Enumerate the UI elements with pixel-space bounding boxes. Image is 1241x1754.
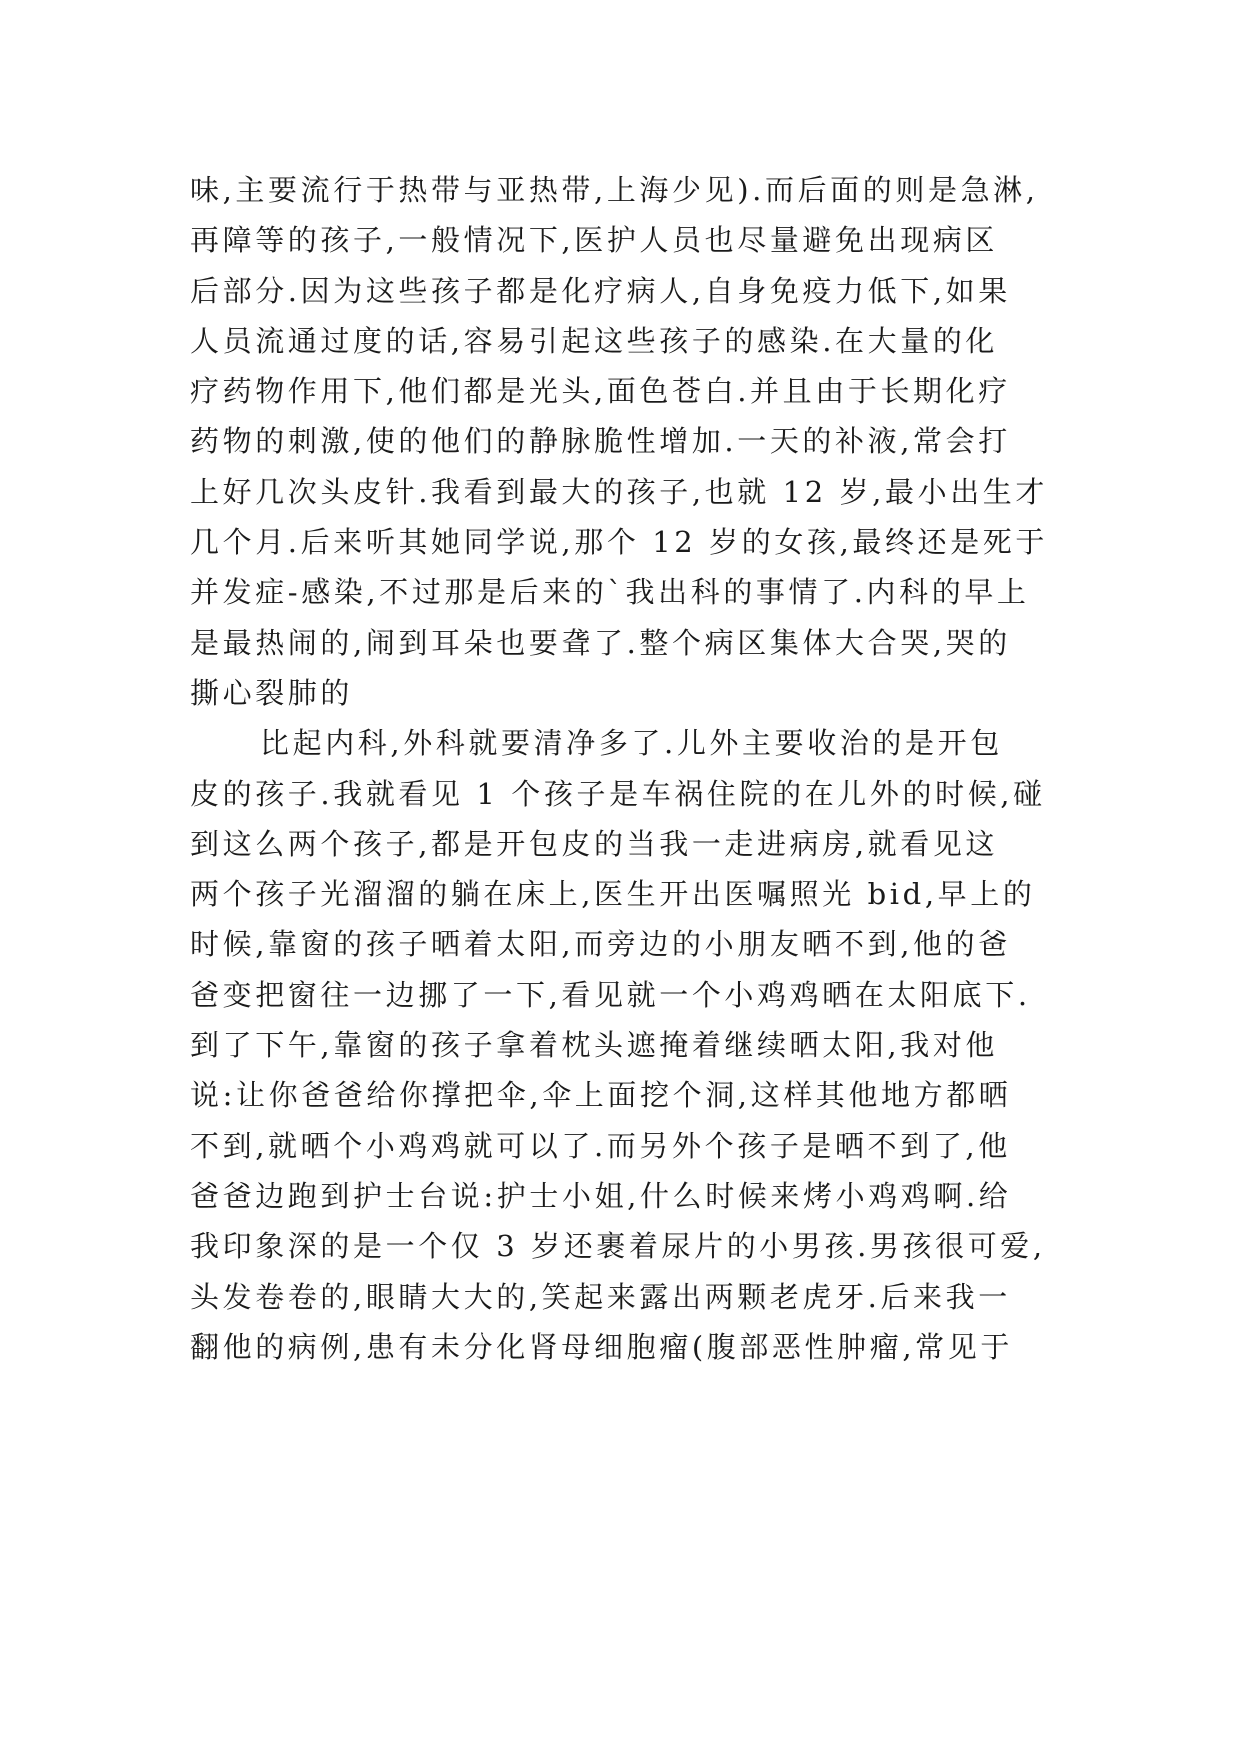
text-line: 爸爸边跑到护士台说:护士小姐,什么时候来烤小鸡鸡啊.给 <box>190 1178 1012 1213</box>
text-line: 疗药物作用下,他们都是光头,面色苍白.并且由于长期化疗 <box>190 374 1011 409</box>
text-line: 头发卷卷的,眼睛大大的,笑起来露出两颗老虎牙.后来我一 <box>190 1279 1011 1314</box>
text-line: 时候,靠窗的孩子晒着太阳,而旁边的小朋友晒不到,他的爸 <box>190 927 1011 962</box>
text-line: 后部分.因为这些孩子都是化疗病人,自身免疫力低下,如果 <box>190 273 1011 308</box>
text-line-indented: 比起内科,外科就要清净多了.儿外主要收治的是开包 <box>260 726 1003 761</box>
text-line: 人员流通过度的话,容易引起这些孩子的感染.在大量的化 <box>190 323 999 358</box>
text-line: 并发症-感染,不过那是后来的`我出科的事情了.内科的早上 <box>190 575 1030 610</box>
text-line: 皮的孩子.我就看见 1 个孩子是车祸住院的在儿外的时候,碰 <box>190 776 1046 811</box>
text-line: 到这么两个孩子,都是开包皮的当我一走进病房,就看见这 <box>190 826 999 861</box>
text-line: 药物的刺激,使的他们的静脉脆性增加.一天的补液,常会打 <box>190 424 1011 459</box>
text-line: 几个月.后来听其她同学说,那个 12 岁的女孩,最终还是死于 <box>190 525 1048 560</box>
text-line: 是最热闹的,闹到耳朵也要聋了.整个病区集体大合哭,哭的 <box>190 625 1011 660</box>
text-line: 撕心裂肺的 <box>190 675 354 710</box>
text-line: 再障等的孩子,一般情况下,医护人员也尽量避免出现病区 <box>190 223 999 258</box>
text-line: 上好几次头皮针.我看到最大的孩子,也就 12 岁,最小出生才 <box>190 474 1048 509</box>
text-line: 到了下午,靠窗的孩子拿着枕头遮掩着继续晒太阳,我对他 <box>190 1028 999 1063</box>
text-line: 说:让你爸爸给你撑把伞,伞上面挖个洞,这样其他地方都晒 <box>190 1078 1012 1113</box>
text-line: 翻他的病例,患有未分化肾母细胞瘤(腹部恶性肿瘤,常见于 <box>190 1329 1013 1364</box>
text-line: 我印象深的是一个仅 3 岁还裹着尿片的小男孩.男孩很可爱, <box>190 1229 1046 1264</box>
paragraph-2 <box>190 718 1060 1372</box>
text-line: 两个孩子光溜溜的躺在床上,医生开出医嘱照光 bid,早上的 <box>190 877 1036 912</box>
text-line: 不到,就晒个小鸡鸡就可以了.而另外个孩子是晒不到了,他 <box>190 1128 1011 1163</box>
text-line: 味,主要流行于热带与亚热带,上海少见).而后面的则是急淋, <box>190 173 1039 207</box>
body-text <box>190 165 1060 1372</box>
paragraph-1 <box>190 165 1060 718</box>
text-line: 爸变把窗往一边挪了一下,看见就一个小鸡鸡晒在太阳底下. <box>190 977 1031 1012</box>
